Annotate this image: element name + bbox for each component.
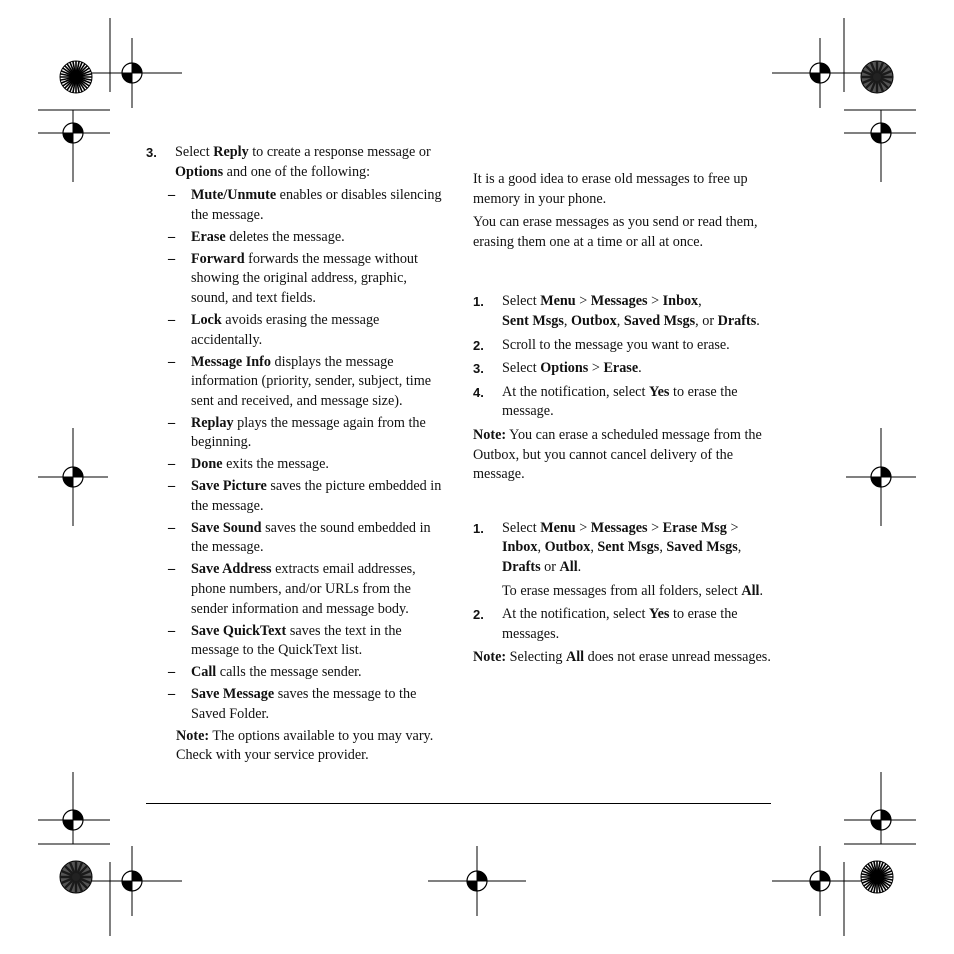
list-item — [146, 311, 446, 350]
term-outbox: Outbox — [570, 312, 617, 329]
step-text: , — [537, 539, 545, 556]
erase-one-step-1 — [473, 292, 773, 331]
step-text: . — [638, 360, 642, 377]
dash-bullet: – — [168, 456, 176, 473]
term-inbox: Inbox — [662, 293, 699, 310]
dash-bullet: – — [168, 228, 176, 245]
option-desc: avoids erasing the message accidentally. — [191, 311, 380, 348]
list-item — [146, 622, 446, 661]
option-desc: saves the picture embedded in the message. — [191, 478, 442, 514]
list-item — [146, 519, 446, 558]
step-text: , — [616, 312, 624, 329]
erase-all-subtext — [473, 582, 773, 602]
dash-bullet: – — [168, 622, 176, 639]
option-desc: saves the sound embedded in the message. — [191, 519, 431, 556]
erase-one-step-4 — [473, 383, 773, 422]
intro-paragraph: You can erase messages as you send or read them, erasing them one at a time or all at once. — [473, 214, 758, 250]
step-number: 2. — [473, 337, 484, 353]
term-outbox: Outbox — [544, 539, 591, 556]
list-item — [146, 353, 446, 412]
option-term: Erase — [191, 228, 226, 245]
right-column — [473, 170, 773, 668]
term-yes: Yes — [648, 606, 670, 623]
left-column — [146, 143, 446, 766]
step-text: At the notification, select — [502, 606, 649, 623]
erase-one-step-3 — [473, 359, 773, 379]
term-drafts: Drafts — [717, 312, 757, 329]
dash-bullet: – — [168, 250, 176, 267]
option-term: Call — [191, 664, 217, 681]
option-term: Save QuickText — [191, 622, 287, 639]
term-menu: Menu — [540, 519, 576, 536]
step-text: > — [726, 519, 739, 536]
option-desc: extracts email addresses, phone numbers, and/or URLs from the sender information and message body. — [191, 561, 416, 617]
option-term: Replay — [191, 414, 234, 431]
list-item — [146, 455, 446, 475]
step-number: 4. — [473, 384, 484, 400]
step-text: At the notification, select — [502, 383, 649, 400]
option-term: Save Address — [191, 561, 272, 578]
term-reply: Reply — [213, 144, 249, 160]
option-term: Save Picture — [191, 478, 267, 495]
step-text: , — [737, 539, 742, 556]
sub-text: To erase messages from all folders, select — [502, 582, 742, 599]
dash-bullet: – — [168, 519, 176, 536]
dash-bullet: – — [168, 353, 176, 370]
note-scheduled-message — [473, 426, 773, 485]
term-menu: Menu — [540, 293, 576, 310]
term-inbox: Inbox — [502, 539, 538, 556]
step-text: > — [575, 519, 591, 536]
options-list — [146, 186, 446, 724]
option-desc: forwards the message without showing the original address, graphic, sound, and text fields. — [191, 250, 418, 306]
option-term: Forward — [191, 250, 245, 267]
option-desc: displays the message information (priority, sender, subject, time sent and received, and message size). — [191, 353, 432, 409]
list-item — [146, 560, 446, 619]
term-yes: Yes — [648, 383, 670, 400]
step-number: 2. — [473, 607, 484, 623]
note-text: You can erase a scheduled message from the Outbox, but you cannot cancel delivery of the message. — [473, 426, 762, 483]
step-text: > — [588, 360, 604, 377]
step-text: Scroll to the message you want to erase. — [502, 336, 730, 353]
option-desc: plays the message again from the beginning. — [191, 414, 426, 451]
option-desc: deletes the message. — [225, 228, 345, 245]
term-all: All — [559, 558, 578, 575]
step-number: 1. — [473, 294, 484, 310]
dash-bullet: – — [168, 187, 176, 204]
step-text: Select — [502, 519, 541, 536]
note-text: does not erase unread messages. — [584, 649, 771, 666]
term-erase-msg: Erase Msg — [662, 519, 727, 536]
step-3 — [146, 143, 446, 182]
option-term: Done — [191, 456, 223, 473]
step-number: 1. — [473, 520, 484, 536]
option-term: Message Info — [191, 353, 271, 370]
option-desc: enables or disables silencing the message. — [191, 187, 442, 223]
list-item — [146, 414, 446, 453]
step-text: , — [698, 293, 702, 310]
step-text: > — [647, 293, 663, 310]
step-text: > — [575, 293, 591, 310]
step-text: , — [590, 539, 598, 556]
note-label: Note: — [473, 426, 507, 443]
footer-rule — [146, 803, 771, 804]
term-saved-msgs: Saved Msgs — [666, 539, 738, 556]
step-number: 3. — [146, 145, 157, 160]
option-term: Lock — [191, 311, 222, 328]
term-erase: Erase — [603, 360, 639, 377]
option-term: Mute/Unmute — [191, 187, 277, 204]
term-options: Options — [540, 360, 589, 377]
term-messages: Messages — [590, 293, 648, 310]
note-text: Selecting — [506, 649, 566, 666]
erase-one-step-2 — [473, 336, 773, 356]
list-item — [146, 186, 446, 225]
term-all: All — [565, 649, 585, 666]
note-text: The options available to you may vary. Check with your service provider. — [176, 727, 434, 764]
list-item — [146, 250, 446, 309]
step-text: , — [659, 539, 667, 556]
intro-paragraph: It is a good idea to erase old messages to free up memory in your phone. — [473, 171, 748, 207]
dash-bullet: – — [168, 664, 176, 681]
dash-bullet: – — [168, 561, 176, 578]
step-text: or — [540, 558, 560, 575]
list-item — [146, 228, 446, 248]
step-text: . — [577, 558, 582, 575]
option-term: Save Sound — [191, 519, 262, 536]
step-text: Select — [502, 293, 541, 310]
step-text: Select — [502, 360, 541, 377]
note-options-vary — [146, 727, 446, 766]
step-number: 3. — [473, 361, 484, 377]
term-all: All — [741, 582, 760, 599]
step-text: , or — [695, 312, 718, 329]
note-label: Note: — [473, 649, 507, 666]
term-messages: Messages — [590, 519, 648, 536]
step-text: Select — [175, 144, 214, 160]
sub-text: . — [759, 582, 764, 599]
option-desc: saves the message to the Saved Folder. — [191, 686, 417, 722]
step-text: and one of the following: — [223, 163, 371, 180]
option-desc: calls the message sender. — [216, 664, 362, 681]
step-text: . — [756, 312, 760, 329]
step-text: to erase the messages. — [502, 606, 738, 642]
step-text: > — [647, 519, 663, 536]
option-desc: exits the message. — [222, 456, 329, 473]
step-text: , — [563, 312, 571, 329]
erase-all-step-1 — [473, 519, 773, 578]
list-item — [146, 685, 446, 724]
dash-bullet: – — [168, 311, 176, 328]
list-item — [146, 477, 446, 516]
term-options: Options — [175, 163, 224, 180]
step-text: to create a response message or — [248, 144, 431, 160]
step-text: to erase the message. — [502, 383, 738, 420]
erase-all-step-2 — [473, 605, 773, 644]
option-term: Save Message — [191, 686, 275, 703]
option-desc: saves the text in the message to the QuickText list. — [191, 622, 402, 659]
note-label: Note: — [176, 727, 210, 744]
note-unread-messages — [473, 648, 773, 668]
term-sent-msgs: Sent Msgs — [502, 312, 564, 329]
term-sent-msgs: Sent Msgs — [597, 539, 660, 556]
dash-bullet: – — [168, 478, 176, 495]
dash-bullet: – — [168, 414, 176, 431]
list-item — [146, 663, 446, 683]
term-saved-msgs: Saved Msgs — [623, 312, 696, 329]
dash-bullet: – — [168, 686, 176, 703]
term-drafts: Drafts — [502, 558, 541, 575]
